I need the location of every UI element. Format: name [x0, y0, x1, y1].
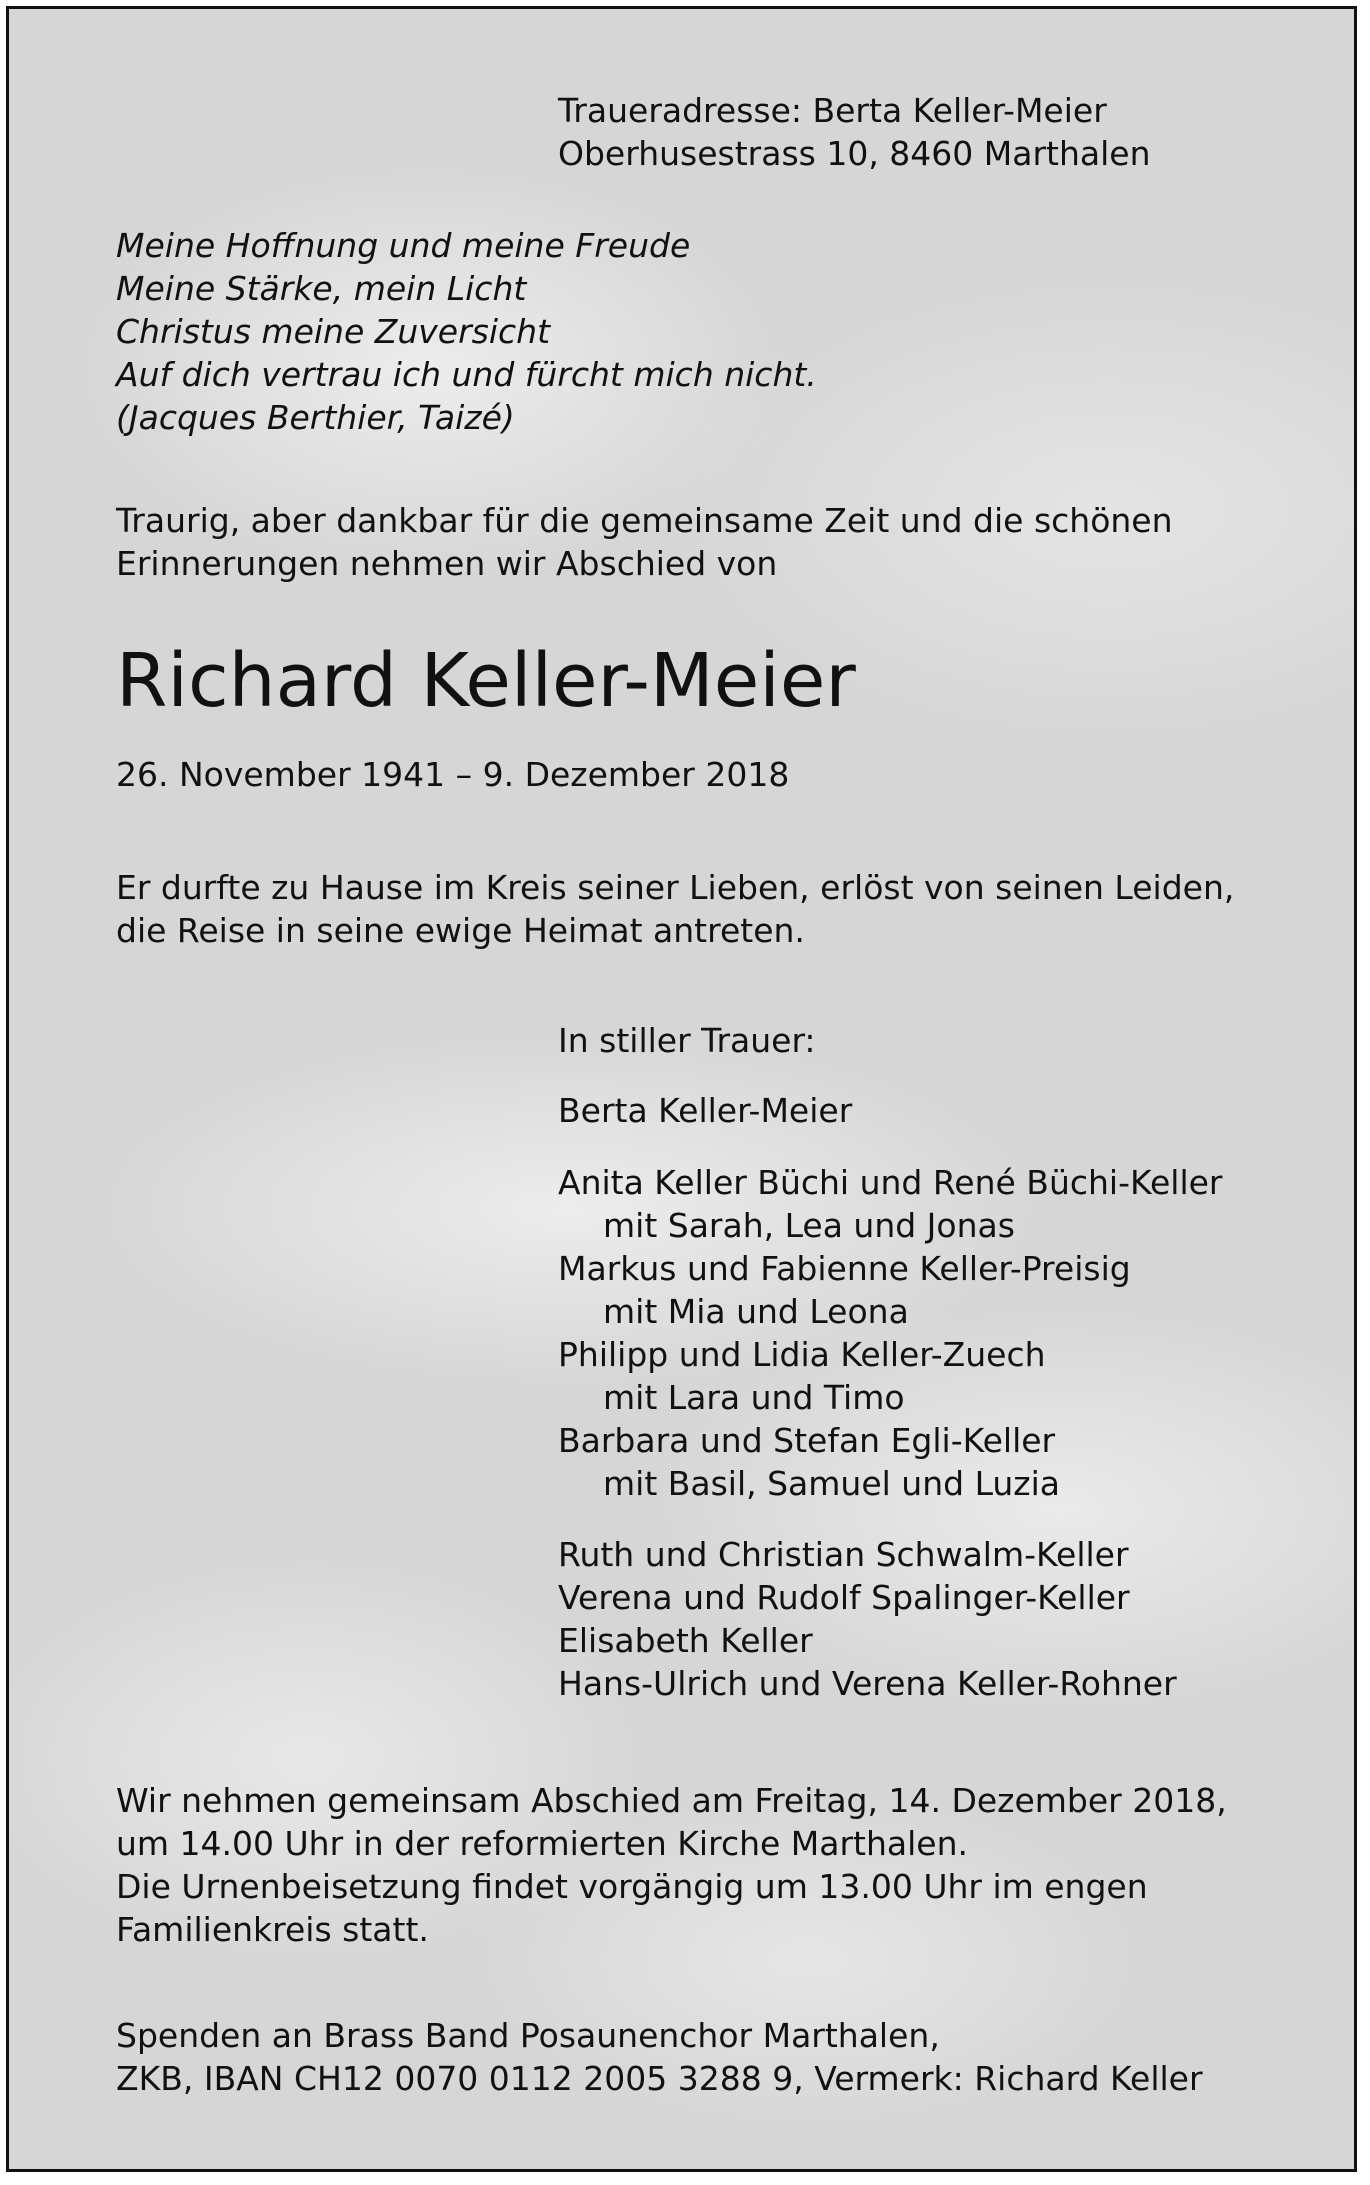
sibling-family: Verena und Rudolf Spalinger-Keller — [558, 1578, 1130, 1617]
service-line: Die Urnenbeisetzung findet vorgängig um 13.00 Uhr im engen — [116, 1867, 1148, 1906]
quote-block — [116, 224, 817, 439]
spouse-name: Berta Keller-Meier — [558, 1091, 853, 1130]
spouse-block — [558, 1089, 852, 1132]
grandchildren: mit Basil, Samuel und Luzia — [603, 1464, 1061, 1503]
quote-line: Auf dich vertrau ich und fürcht mich nicht. — [116, 355, 817, 394]
life-dates — [116, 753, 789, 796]
intro-text — [116, 499, 1173, 585]
child-family: Anita Keller Büchi und René Büchi-Keller — [558, 1163, 1223, 1202]
intro-line: Traurig, aber dankbar für die gemeinsame Zeit und die schönen — [116, 501, 1173, 540]
intro-line: Erinnerungen nehmen wir Abschied von — [116, 544, 778, 583]
sibling-family: Ruth und Christian Schwalm-Keller — [558, 1535, 1129, 1574]
donation-info — [116, 2014, 1203, 2100]
obituary-card — [6, 6, 1357, 2172]
life-dates-text: 26. November 1941 – 9. Dezember 2018 — [116, 755, 790, 794]
service-line: um 14.00 Uhr in der reformierten Kirche Marthalen. — [116, 1824, 969, 1863]
mourning-address — [558, 89, 1151, 175]
siblings-list — [558, 1533, 1177, 1705]
grandchildren: mit Sarah, Lea und Jonas — [603, 1206, 1015, 1245]
sibling-family: Hans-Ulrich und Verena Keller-Rohner — [558, 1664, 1177, 1703]
service-line: Wir nehmen gemeinsam Abschied am Freitag, 14. Dezember 2018, — [116, 1781, 1227, 1820]
children-list — [558, 1161, 1223, 1505]
donation-line: Spenden an Brass Band Posaunenchor Marthalen, — [116, 2016, 940, 2055]
passing-text — [116, 866, 1234, 952]
grandchildren: mit Mia und Leona — [603, 1292, 909, 1331]
mourners-heading-block — [558, 1019, 816, 1062]
child-family: Barbara und Stefan Egli-Keller — [558, 1421, 1056, 1460]
service-line: Familienkreis statt. — [116, 1910, 429, 1949]
service-info — [116, 1779, 1227, 1951]
donation-line: ZKB, IBAN CH12 0070 0112 2005 3288 9, Vermerk: Richard Keller — [116, 2059, 1203, 2098]
grandchildren: mit Lara und Timo — [603, 1378, 905, 1417]
deceased-name: Richard Keller-Meier — [116, 638, 856, 724]
quote-line: Christus meine Zuversicht — [116, 312, 551, 351]
quote-line: Meine Stärke, mein Licht — [116, 269, 527, 308]
child-family: Philipp und Lidia Keller-Zuech — [558, 1335, 1046, 1374]
address-line: Traueradresse: Berta Keller-Meier — [558, 91, 1107, 130]
passing-line: Er durfte zu Hause im Kreis seiner Lieben, erlöst von seinen Leiden, — [116, 868, 1235, 907]
address-line: Oberhusestrass 10, 8460 Marthalen — [558, 134, 1151, 173]
quote-line: Meine Hoffnung und meine Freude — [116, 226, 691, 265]
passing-line: die Reise in seine ewige Heimat antreten. — [116, 911, 805, 950]
sibling-family: Elisabeth Keller — [558, 1621, 813, 1660]
quote-attribution: (Jacques Berthier, Taizé) — [116, 398, 515, 437]
mourners-heading: In stiller Trauer: — [558, 1021, 816, 1060]
child-family: Markus und Fabienne Keller-Preisig — [558, 1249, 1131, 1288]
